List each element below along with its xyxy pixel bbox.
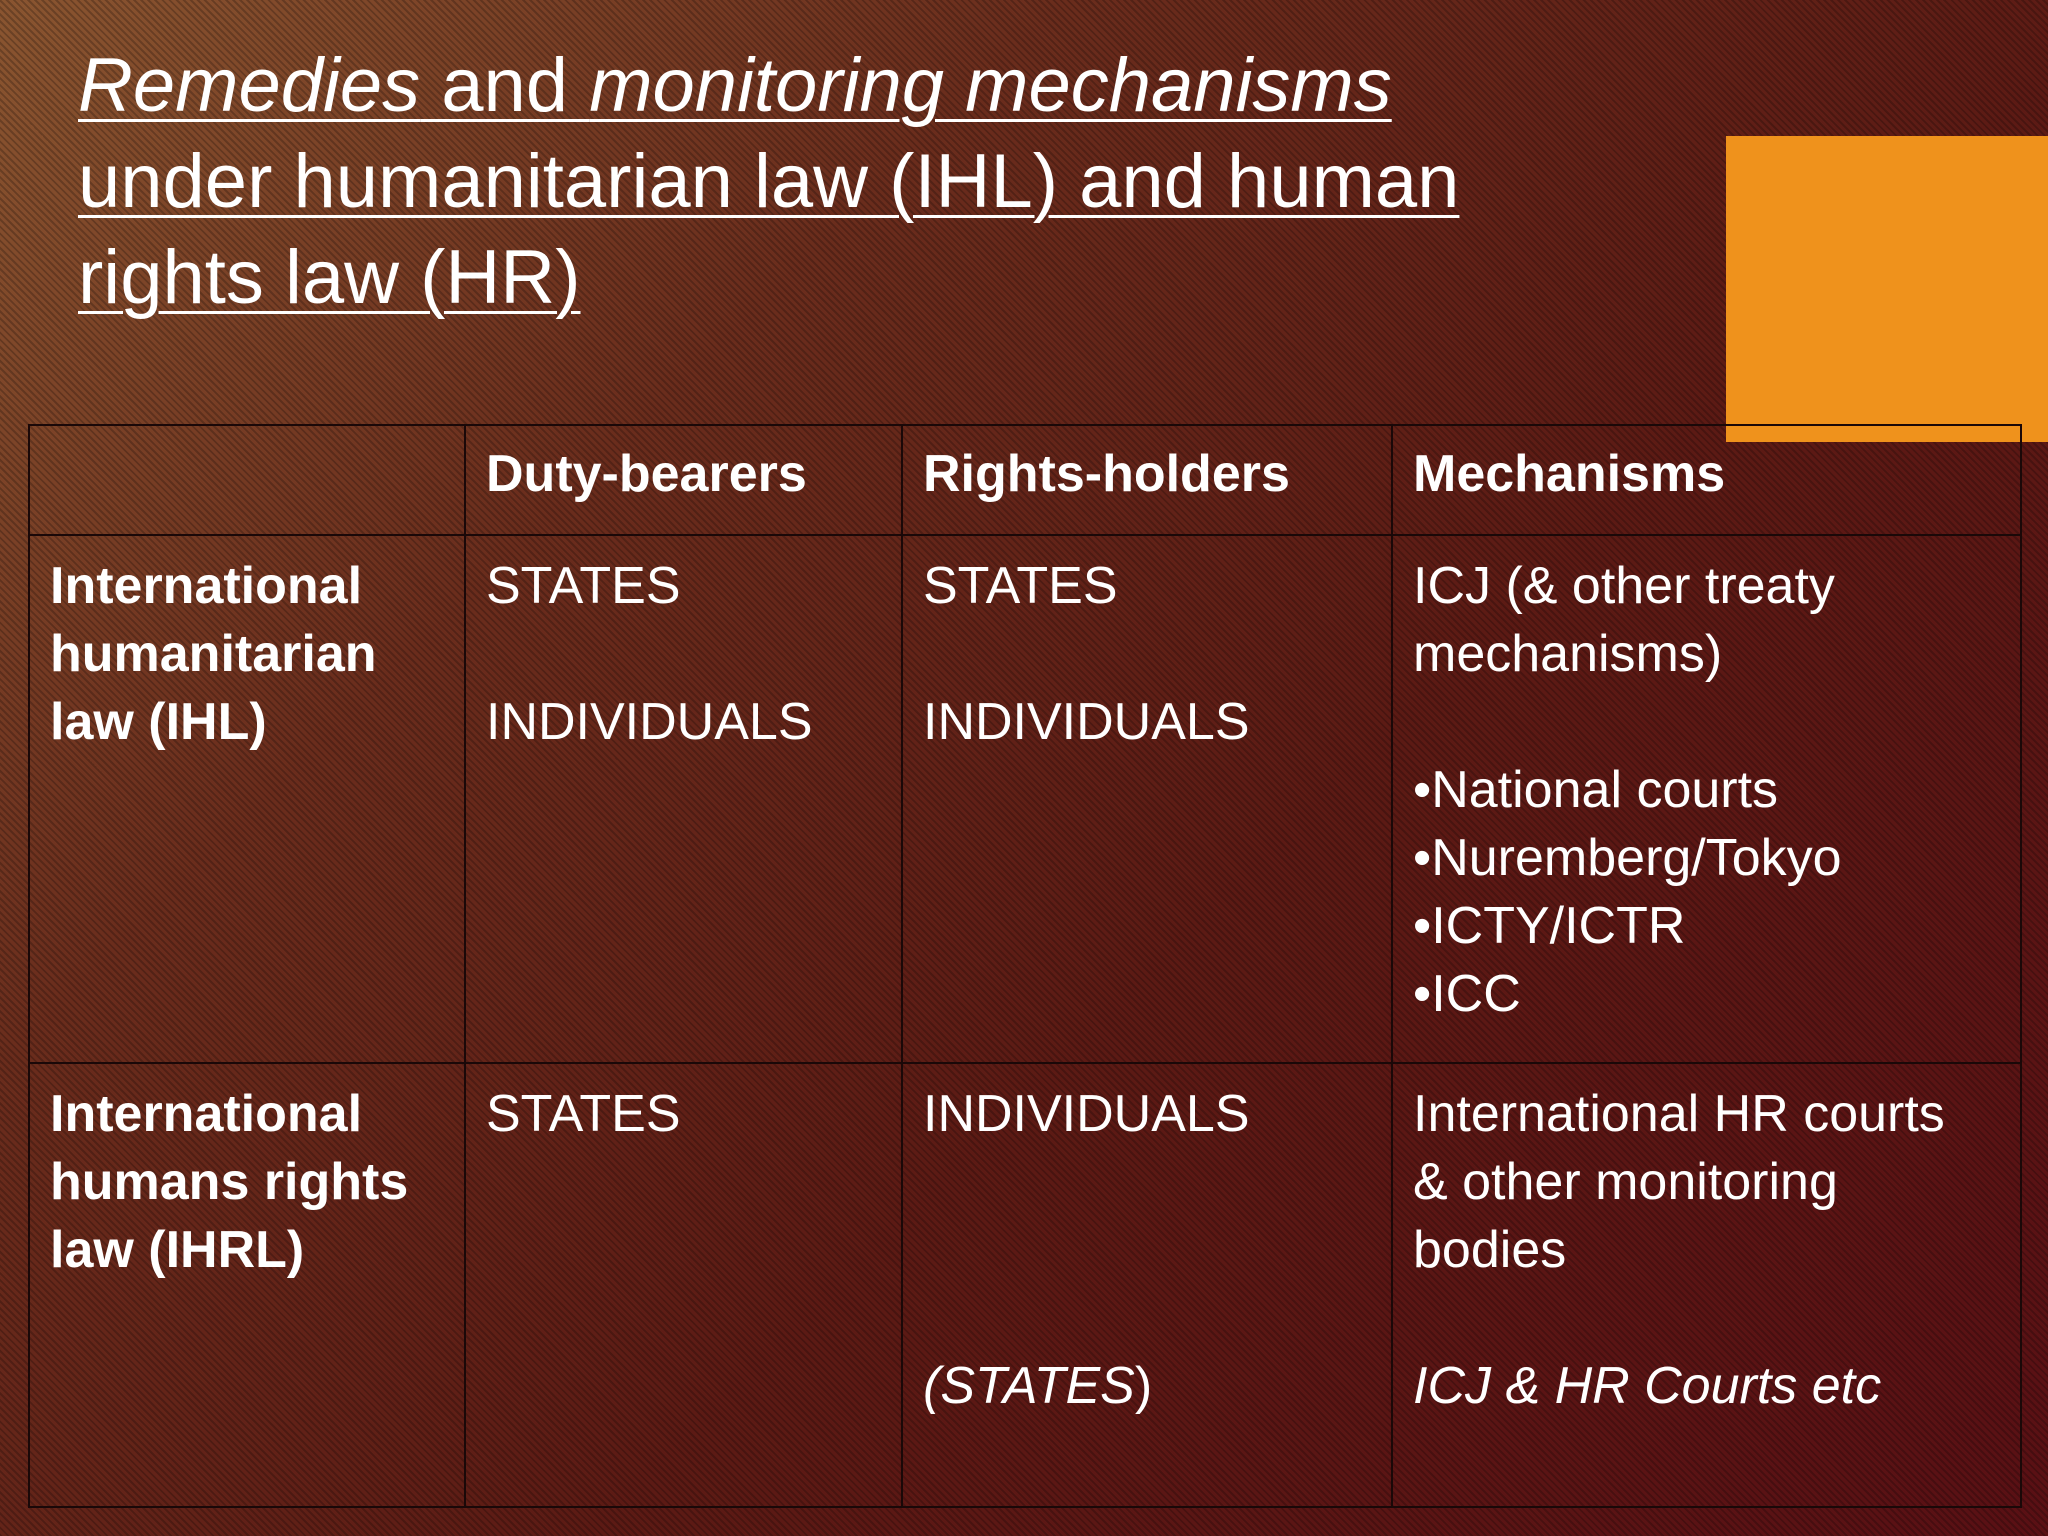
ihl-duty-bearers: STATES INDIVIDUALS	[465, 535, 902, 1063]
law-comparison-table	[28, 424, 2022, 1508]
title-line-3: rights law (HR)	[78, 235, 581, 320]
ihl-mechanisms: ICJ (& other treaty mechanisms) •National courts •Nuremberg/Tokyo •ICTY/ICTR •ICC	[1392, 535, 2021, 1063]
header-mechanisms: Mechanisms	[1392, 425, 2021, 535]
table-row-ihrl	[29, 1063, 2021, 1507]
header-rights-holders: Rights-holders	[902, 425, 1392, 535]
list-item: •National courts	[1413, 761, 1779, 819]
list-item: •ICTY/ICTR	[1413, 897, 1686, 955]
ihrl-mechanisms: International HR courts & other monitoring bodies ICJ & HR Courts etc	[1392, 1063, 2021, 1507]
ihrl-rights-holders: INDIVIDUALS (STATES)	[902, 1063, 1392, 1507]
row-label-ihrl: International humans rights law (IHRL)	[29, 1063, 465, 1507]
slide-title	[78, 38, 1678, 326]
list-item: •Nuremberg/Tokyo	[1413, 829, 1842, 887]
ihl-rights-holders: STATES INDIVIDUALS	[902, 535, 1392, 1063]
title-line-2: under humanitarian law (IHL) and human	[78, 139, 1460, 224]
header-duty-bearers: Duty-bearers	[465, 425, 902, 535]
ihrl-duty-bearers: STATES	[465, 1063, 902, 1507]
ihl-mechanisms-list	[1413, 756, 2000, 1028]
orange-accent-block	[1726, 136, 2048, 442]
list-item: •ICC	[1413, 965, 1521, 1023]
table-header-row	[29, 425, 2021, 535]
table-row-ihl	[29, 535, 2021, 1063]
header-corner-cell	[29, 425, 465, 535]
title-line-1: Remedies and monitoring mechanisms	[78, 43, 1392, 128]
row-label-ihl: International humanitarian law (IHL)	[29, 535, 465, 1063]
